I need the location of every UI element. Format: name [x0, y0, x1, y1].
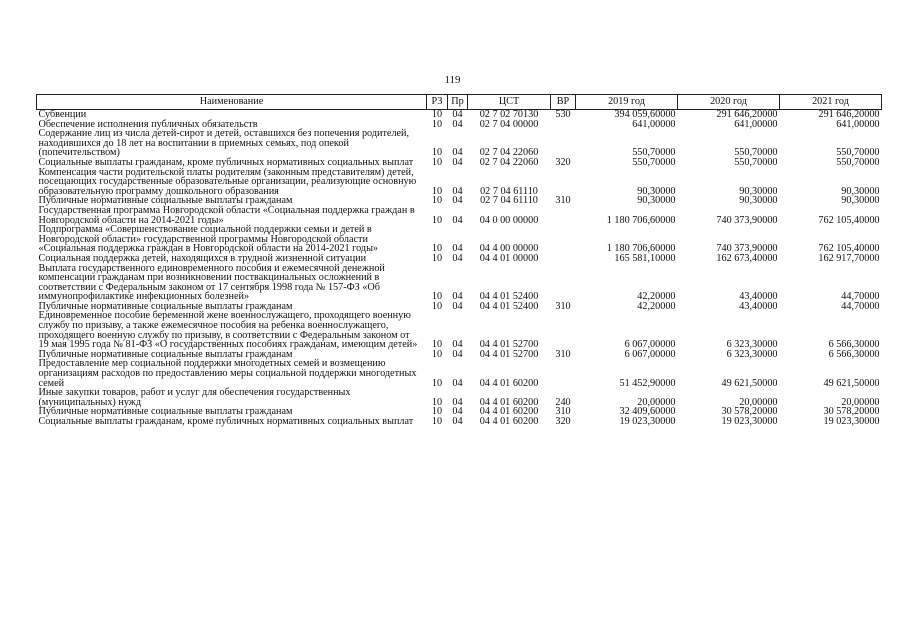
row-2019: 165 581,10000	[614, 252, 676, 264]
row-name: Компенсация части родительской платы родителям (законным представителям) детей, посещающих государственные образовательные организации, реализующие основную образовательную программу дошкольного образования	[38, 166, 417, 197]
row-pr: 04	[452, 406, 463, 418]
row-vr	[551, 120, 576, 130]
row-pr: 04	[452, 156, 463, 168]
row-cst: 02 7 04 22060	[479, 156, 539, 168]
row-vr: 310	[555, 195, 571, 207]
row-rz: 10	[431, 291, 443, 303]
row-name: Публичные нормативные социальные выплаты гражданам	[38, 348, 293, 360]
row-name: Публичные нормативные социальные выплаты гражданам	[38, 406, 293, 418]
row-cst: 04 4 01 60200	[479, 406, 539, 418]
row-vr	[551, 311, 576, 349]
row-vr: 530	[555, 109, 571, 120]
row-2020: 20,00000	[739, 396, 778, 408]
row-pr: 04	[452, 300, 463, 312]
header-vr: ВР	[551, 95, 576, 110]
row-rz: 10	[431, 214, 443, 226]
row-pr: 04	[452, 195, 463, 207]
row-name: Субвенции	[38, 109, 87, 120]
table-header-row	[37, 95, 882, 110]
row-cst: 02 7 04 22060	[479, 147, 539, 159]
row-vr	[551, 225, 576, 254]
row-2020: 740 373,90000	[716, 243, 778, 255]
row-2020: 90,30000	[739, 195, 778, 207]
row-rz: 10	[431, 339, 443, 351]
row-cst: 02 7 04 61110	[480, 195, 538, 207]
row-2020: 550,70000	[734, 147, 778, 159]
row-name: Содержание лиц из числа детей-сирот и детей, оставшихся без попечения родителей, находившихся до 18 лет на воспитании в приемных семьях, под опекой (попечительством)	[38, 128, 410, 159]
row-2019: 42,20000	[637, 300, 676, 312]
table-row	[37, 206, 882, 225]
table-row	[37, 168, 882, 197]
row-2021: 762 105,40000	[818, 214, 880, 226]
row-pr: 04	[452, 214, 463, 226]
row-pr: 04	[452, 396, 463, 408]
row-2021: 550,70000	[836, 156, 880, 168]
row-cst: 04 4 01 00000	[479, 252, 539, 264]
row-rz: 10	[431, 406, 443, 418]
row-2019: 32 409,60000	[619, 406, 676, 418]
row-pr: 04	[452, 252, 463, 264]
row-2020: 90,30000	[739, 185, 778, 197]
row-cst: 04 4 01 60200	[479, 377, 539, 389]
table-row	[37, 264, 882, 302]
row-pr: 04	[452, 348, 463, 360]
row-pr: 04	[452, 185, 463, 197]
row-vr	[551, 254, 576, 264]
row-2020: 19 023,30000	[721, 416, 778, 427]
row-rz: 10	[431, 118, 443, 130]
row-2019: 550,70000	[632, 147, 676, 159]
row-pr: 04	[452, 339, 463, 351]
row-2019: 90,30000	[637, 185, 676, 197]
row-vr: 320	[555, 156, 571, 168]
table-row	[37, 225, 882, 254]
row-cst: 04 0 00 00000	[479, 214, 539, 226]
row-name: Обеспечение исполнения публичных обязательств	[38, 118, 258, 130]
row-2020: 740 373,90000	[716, 214, 778, 226]
row-2019: 1 180 706,60000	[606, 243, 676, 255]
row-2020: 550,70000	[734, 156, 778, 168]
row-2019: 641,00000	[632, 118, 676, 130]
header-rz: РЗ	[427, 95, 448, 110]
row-cst: 04 4 01 52700	[479, 348, 539, 360]
row-2021: 44,70000	[841, 291, 880, 303]
table-row	[37, 311, 882, 349]
row-2021: 44,70000	[841, 300, 880, 312]
row-vr: 310	[555, 348, 571, 360]
row-cst: 04 4 00 00000	[479, 243, 539, 255]
row-vr	[551, 129, 576, 158]
row-rz: 10	[431, 147, 443, 159]
row-2019: 42,20000	[637, 291, 676, 303]
row-2021: 90,30000	[841, 195, 880, 207]
row-pr: 04	[452, 147, 463, 159]
row-2021: 291 646,20000	[818, 109, 880, 120]
row-2020: 641,00000	[734, 118, 778, 130]
row-rz: 10	[431, 195, 443, 207]
header-cst: ЦСТ	[468, 95, 551, 110]
row-2021: 6 566,30000	[828, 339, 880, 351]
row-cst: 04 4 01 60200	[479, 396, 539, 408]
row-cst: 04 4 01 52400	[479, 300, 539, 312]
row-2019: 1 180 706,60000	[606, 214, 676, 226]
row-rz: 10	[431, 348, 443, 360]
row-cst: 04 4 01 60200	[479, 416, 539, 427]
row-name: Предоставление мер социальной поддержки многодетных семей и возмещению организациям расходов по предоставлению меры социальной поддержки многодетных семей	[38, 358, 417, 389]
row-2021: 19 023,30000	[823, 416, 880, 427]
row-name: Социальные выплаты гражданам, кроме публичных нормативных социальных выплат	[38, 156, 414, 168]
row-2019: 20,00000	[637, 396, 676, 408]
row-2021: 90,30000	[841, 185, 880, 197]
row-2021: 550,70000	[836, 147, 880, 159]
table-row	[37, 388, 882, 407]
row-2019: 51 452,90000	[619, 377, 676, 389]
header-2019: 2019 год	[576, 95, 678, 110]
row-2020: 6 323,30000	[726, 348, 778, 360]
row-2019: 90,30000	[637, 195, 676, 207]
row-cst: 04 4 01 52400	[479, 291, 539, 303]
row-pr: 04	[452, 377, 463, 389]
row-2021: 641,00000	[836, 118, 880, 130]
row-2020: 291 646,20000	[716, 109, 778, 120]
row-2019: 550,70000	[632, 156, 676, 168]
table-row	[37, 129, 882, 158]
row-rz: 10	[431, 109, 443, 120]
table-body	[37, 110, 882, 427]
row-pr: 04	[452, 109, 463, 120]
row-2020: 49 621,50000	[721, 377, 778, 389]
row-2021: 20,00000	[841, 396, 880, 408]
row-cst: 02 7 04 61110	[480, 185, 538, 197]
row-name: Социальные выплаты гражданам, кроме публичных нормативных социальных выплат	[38, 416, 414, 427]
row-vr	[551, 359, 576, 388]
row-vr: 310	[555, 406, 571, 418]
table-row	[37, 359, 882, 388]
header-2020: 2020 год	[678, 95, 780, 110]
row-pr: 04	[452, 118, 463, 130]
row-2021: 762 105,40000	[818, 243, 880, 255]
row-name: Социальная поддержка детей, находящихся в трудной жизненной ситуации	[38, 252, 367, 264]
row-vr: 240	[555, 396, 571, 408]
row-vr: 320	[555, 416, 571, 427]
row-rz: 10	[431, 377, 443, 389]
row-rz: 10	[431, 416, 443, 427]
row-2020: 30 578,20000	[721, 406, 778, 418]
row-2019: 6 067,00000	[624, 339, 676, 351]
row-name: Публичные нормативные социальные выплаты гражданам	[38, 195, 293, 207]
budget-table	[36, 94, 882, 427]
row-vr	[551, 168, 576, 197]
row-cst: 02 7 02 70130	[479, 109, 539, 120]
header-2021: 2021 год	[780, 95, 882, 110]
row-name: Подпрограмма «Совершенствование социальной поддержки семьи и детей в Новгородской области» государственной программы Новгородской области «Социальная поддержка граждан в Новгородской области на 2014-2021 годы»	[38, 224, 379, 255]
row-2019: 19 023,30000	[619, 416, 676, 427]
row-2020: 43,40000	[739, 291, 778, 303]
row-name: Выплата государственного единовременного пособия и ежемесячной денежной компенсации гражданам при возникновении поствакцинальных осложнений в соответствии с Федеральным законом от 17 сентября 1998 года № 157-ФЗ «Об иммунопрофилактике инфекционных болезней»	[38, 262, 385, 303]
row-pr: 04	[452, 416, 463, 427]
row-vr: 310	[555, 300, 571, 312]
row-2019: 394 059,60000	[614, 109, 676, 120]
header-pr: Пр	[448, 95, 468, 110]
header-name: Наименование	[37, 95, 427, 110]
row-2021: 6 566,30000	[828, 348, 880, 360]
row-name: Публичные нормативные социальные выплаты гражданам	[38, 300, 293, 312]
row-cst: 02 7 04 00000	[479, 118, 539, 130]
row-2020: 162 673,40000	[716, 252, 778, 264]
row-2019: 6 067,00000	[624, 348, 676, 360]
row-2020: 43,40000	[739, 300, 778, 312]
row-pr: 04	[452, 243, 463, 255]
row-name: Единовременное пособие беременной жене военнослужащего, проходящего военную службу по призыву, а также ежемесячное пособия на ребенка военнослужащего, проходящего военную службу по призыву, в соответствии с Федеральным законом от 19 мая 1995 года № 81-ФЗ «О государственных пособиях гражданам, имеющим детей»	[38, 310, 418, 351]
row-name: Государственная программа Новгородской области «Социальная поддержка граждан в Новгородской области на 2014-2021 годы»	[38, 204, 415, 226]
row-vr	[551, 206, 576, 225]
row-rz: 10	[431, 300, 443, 312]
row-rz: 10	[431, 156, 443, 168]
row-rz: 10	[431, 252, 443, 264]
table-row	[37, 417, 882, 427]
row-rz: 10	[431, 396, 443, 408]
row-name: Иные закупки товаров, работ и услуг для обеспечения государственных (муниципальных) нужд	[38, 387, 351, 408]
row-2020: 6 323,30000	[726, 339, 778, 351]
row-rz: 10	[431, 243, 443, 255]
row-2021: 162 917,70000	[818, 252, 880, 264]
row-rz: 10	[431, 185, 443, 197]
row-2021: 49 621,50000	[823, 377, 880, 389]
row-cst: 04 4 01 52700	[479, 339, 539, 351]
row-2021: 30 578,20000	[823, 406, 880, 418]
row-pr: 04	[452, 291, 463, 303]
row-vr	[551, 264, 576, 302]
page-number: 119	[444, 74, 461, 86]
